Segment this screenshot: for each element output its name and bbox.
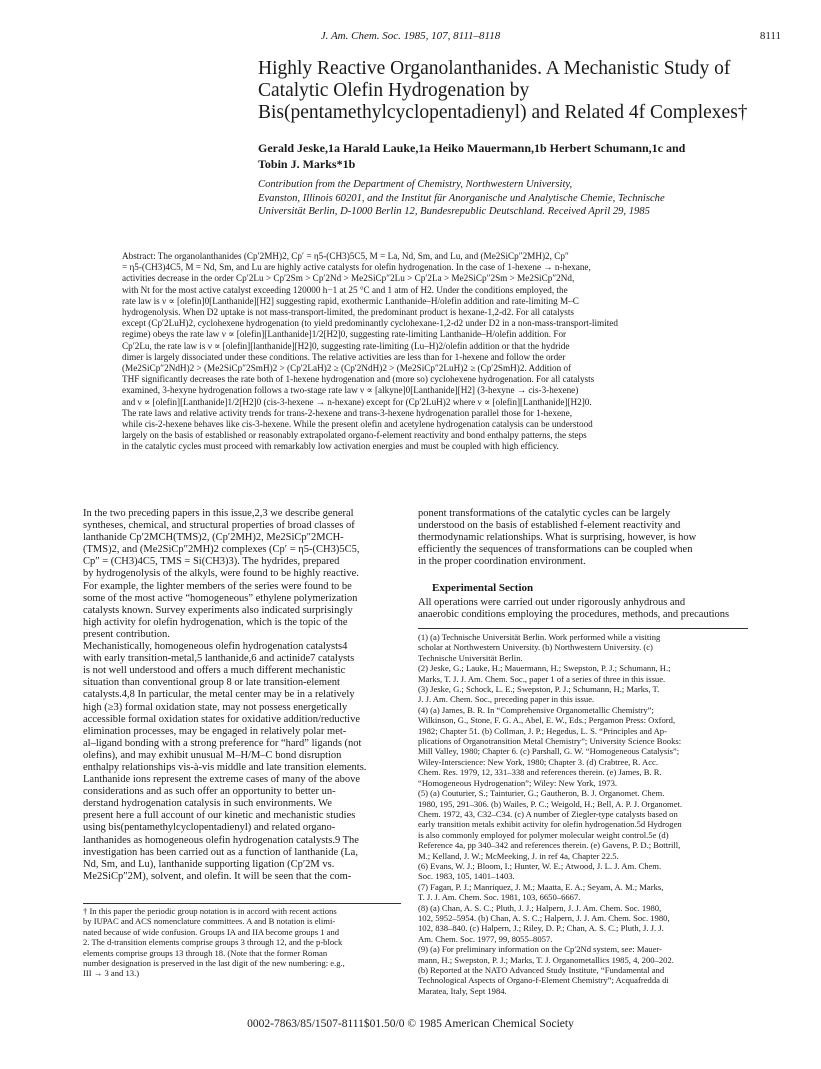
abstract-line: Abstract: The organolanthanides (Cp′2MH)2, Cp′ = η5-(CH3)5C5, M = La, Nd, Sm, and Lu, and (Me2SiCp″2MH)2, Cp″ — [122, 251, 569, 261]
references-list — [418, 632, 748, 996]
author-line: Gerald Jeske,1a Harald Lauke,1a Heiko Mauermann,1b Herbert Schumann,1c and — [258, 141, 686, 155]
experimental-text — [418, 597, 748, 621]
footnote-rule — [83, 903, 401, 904]
reference-line: Mill Valley, 1980; Chapter 6. (c) Parshall, G. W. “Homogeneous Catalysis”; — [418, 746, 680, 757]
reference-line: Technological Aspects of Organo-f-Element Chemistry”; Acquafredda di — [418, 975, 669, 986]
body-text-line: high (≥3) formal oxidation state, may not possess energetically — [83, 701, 348, 713]
footnote-line: 2. The d-transition elements comprise groups 3 through 12, and the p-block — [83, 937, 343, 948]
title-line: Catalytic Olefin Hydrogenation by — [258, 80, 530, 101]
reference-line: Marks, T. J. J. Am. Chem. Soc., paper 1 of a series of three in this issue. — [418, 673, 666, 684]
footnote-left — [83, 906, 401, 979]
body-text-line: efficiently the sequences of transformations can be coupled when — [418, 544, 693, 556]
body-text-line: with early transition-metal,5 lanthanide,6 and actinide7 catalysts — [83, 653, 355, 665]
body-text-line: thermodynamic relationships. What is surprising, however, is how — [418, 532, 697, 544]
abstract-line: with Nt for the most active catalyst exceeding 120000 h−1 at 25 °C and 1 atm of H2. Under the conditions employed, the — [122, 284, 568, 295]
body-text-line: using bis(pentamethylcyclopentadienyl) and related organo- — [83, 822, 336, 834]
body-text-line: (TMS)2, and (Me2SiCp″2MH)2 complexes (Cp′ = η5-(CH3)5C5, — [83, 544, 360, 556]
affiliation — [258, 178, 778, 219]
body-text-line: All operations were carried out under rigorously anhydrous and — [418, 597, 686, 608]
abstract-line: = η5-(CH3)4C5, M = Nd, Sm, and Lu are highly active catalysts for olefin hydrogenation. In the case of 1-hexene → n-hexane, — [122, 262, 591, 273]
reference-line: (3) Jeske, G.; Schock, L. E.; Swepston, P. J.; Schumann, H.; Marks, T. — [418, 684, 660, 695]
reference-line: (b) Reported at the NATO Advanced Study Institute, “Fundamental and — [418, 965, 665, 975]
references-rule — [418, 628, 748, 629]
reference-line: “Homogeneous Hydrogenation”; Wiley: New York, 1973. — [418, 777, 618, 788]
reference-line: mann, H.; Swepston, P. J.; Marks, T. J. Organometallics 1985, 4, 200–202. — [418, 954, 674, 965]
reference-line: scholar at Northwestern University. (b) Northwestern University. (c) — [418, 642, 653, 653]
reference-line: (4) (a) James, B. R. In “Comprehensive Organometallic Chemistry”; — [418, 704, 654, 715]
abstract-line: THF significantly decreases the rate both of 1-hexene hydrogenation and (more so) cyclohexene hydrogenation. For all catalysts — [122, 374, 595, 385]
body-text-line: accessible formal oxidation states for oxidative addition/reductive — [83, 713, 360, 725]
running-head — [0, 30, 821, 46]
body-text-line: catalysts known. Survey experiments also indicated surprisingly — [83, 604, 353, 616]
body-text-line: present contribution. — [83, 628, 170, 640]
body-text-line: olefins), and may exhibit unusual M–H/M–C bond disruption — [83, 749, 342, 761]
body-text-line: present here a full account of our kinetic and mechanistic studies — [83, 810, 356, 822]
footnote-line: elements comprise groups 13 through 18. (Note that the former Roman — [83, 947, 328, 958]
affiliation-line: Evanston, Illinois 60201, and the Institut für Anorganische und Analytische Chemie, Technische — [258, 192, 665, 204]
abstract-line: while cis-2-hexene behaves like cis-3-hexene. While the present olefin and acetylene hydrogenation catalysis can be understood — [122, 419, 593, 430]
reference-line: Soc. 1983, 105, 1401–1403. — [418, 871, 515, 882]
body-text-line: Lanthanide ions represent the extreme cases of many of the above — [83, 774, 360, 786]
copyright-footer: 0002-7863/85/1507-8111$01.50/0 © 1985 American Chemical Society — [247, 1018, 574, 1030]
title-line: Highly Reactive Organolanthanides. A Mechanistic Study of — [258, 58, 731, 79]
reference-line: J. J. Am. Chem. Soc., preceding paper in this issue. — [418, 694, 595, 705]
body-text-line: considerations and as such offer an opportunity to better un- — [83, 786, 336, 798]
journal-citation: J. Am. Chem. Soc. 1985, 107, 8111–8118 — [320, 30, 501, 42]
abstract-line: and ν ∝ [olefin][Lanthanide]1/2[H2]0 (cis-3-hexene → n-hexane) except for (Cp′2LuH)2 where ν ∝ [olefin][Lanthanide][H2]0. — [122, 396, 592, 407]
body-text-line: lanthanide Cp′2MCH(TMS)2, (Cp′2MH)2, Me2SiCp″2MCH- — [83, 532, 344, 544]
reference-line: Am. Chem. Soc. 1977, 99, 8055–8057. — [418, 933, 553, 944]
body-text-line: by hydrogenolysis of the alkyls, were found to be highly reactive. — [83, 568, 359, 580]
abstract-line: largely on the basis of established or reasonably extrapolated organo-f-element reactivity and bond enthalpy patterns, the steps — [122, 430, 587, 441]
reference-line: 102, 838–840. (c) Halpern, J.; Riley, D. P.; Chan, A. S. C.; Pluth, J. J. J. — [418, 923, 664, 934]
body-text-line: In the two preceding papers in this issue,2,3 we describe general — [83, 508, 354, 519]
body-right-column — [418, 508, 748, 568]
body-text-line: understood on the basis of established f-element reactivity and — [418, 520, 681, 532]
reference-line: M.; Kelland, J. W.; McMeeking, J. in ref 4a, Chapter 22.5. — [418, 850, 619, 861]
body-text-line: syntheses, chemical, and structural properties of broad classes of — [83, 520, 355, 532]
body-text-line: Nd, Sm, and Lu), lanthanide supporting ligation (Cp′2M vs. — [83, 858, 335, 870]
abstract-line: (Me2SiCp″2NdH)2 > (Me2SiCp″2SmH)2 > (Cp′2LaH)2 ≥ (Cp′2NdH)2 > (Me2SiCp″2LuH)2 ≥ (Cp′2SmH)2. Addition of — [122, 363, 572, 374]
reference-line: Chem. Res. 1979, 12, 331–338 and references therein. (e) James, B. R. — [418, 767, 662, 778]
body-text-line: Cp″ = (CH3)4C5, TMS = Si(CH3)3). The hydrides, prepared — [83, 556, 340, 568]
reference-line: Chem. 1972, 43, C32–C34. (c) A number of Ziegler-type catalysts based on — [418, 808, 678, 819]
body-text-line: ponent transformations of the catalytic cycles can be largely — [418, 508, 671, 519]
abstract-line: dimer is largely dissociated under these conditions. The relative activities are less than for 1-hexene and follow the order — [122, 351, 566, 362]
reference-line: (7) Fagan, P. J.; Manriquez, J. M.; Maatta, E. A.; Seyam, A. M.; Marks, — [418, 881, 664, 892]
reference-line: Wiley-Interscience: New York, 1980; Chapter 3. (d) Crabtree, R. Acc. — [418, 756, 658, 767]
abstract-line: in the catalytic cycles must proceed with remarkably low activation energies and must be coupled with high efficiency. — [122, 441, 559, 452]
abstract — [122, 251, 762, 453]
reference-line: plications of Organotransition Metal Chemistry”; University Science Books: — [418, 736, 682, 747]
body-text-line: catalysts.4,8 In particular, the metal center may be in a relatively — [83, 689, 355, 701]
body-text-line: situation than conventional group 8 or late transition-element — [83, 677, 340, 689]
body-text-line: some of the most active “homogeneous” ethylene polymerization — [83, 592, 358, 604]
reference-line: Wilkinson, G., Stone, F. G. A., Abel, E. W., Eds.; Pergamon Press: Oxford, — [418, 715, 676, 726]
reference-line: early transition metals exhibit activity for olefin hydrogenation.5d Hydrogen — [418, 819, 682, 830]
abstract-line: regime) obeys the rate law ν ∝ [olefin][Lanthanide]1/2[H2]0, suggesting rate-limiting Lanthanide–H/olefin addition. For — [122, 329, 567, 340]
body-text-line: enthalpy relationships vis-à-vis middle and late transition elements. — [83, 761, 367, 773]
reference-line: (8) (a) Chan, A. S. C.; Pluth, J. J.; Halpern, J. J. Am. Chem. Soc. 1980, — [418, 902, 662, 913]
body-left-column — [83, 508, 401, 883]
reference-line: 1982; Chapter 51. (b) Collman, J. P.; Hegedus, L. S. “Principles and Ap- — [418, 725, 667, 736]
author-list — [258, 140, 778, 172]
footnote-line: number designation is preserved in the last digit of the new numbering: e.g., — [83, 958, 345, 969]
footnote-line: III → 3 and 13.) — [83, 968, 140, 979]
reference-line: 1980, 195, 291–306. (b) Wailes, P. C.; Weigold, H.; Bell, A. P. J. Organomet. — [418, 798, 683, 809]
body-text-line: Mechanistically, homogeneous olefin hydrogenation catalysts4 — [83, 641, 348, 653]
abstract-line: examined, 3-hexyne hydrogenation follows a two-stage rate law ν ∝ [alkyne]0[Lanthanide][H2] (3-hexyne → cis-3-hexene) — [122, 385, 579, 396]
body-text-line: lanthanides as homogeneous olefin hydrogenation catalysts.9 The — [83, 834, 359, 846]
abstract-line: The rate laws and relative activity trends for trans-2-hexene and trans-3-hexene hydrogenation parallel those for 1-hexene, — [122, 407, 572, 418]
reference-line: Technische Universität Berlin. — [418, 652, 523, 663]
reference-line: 102, 5952–5954. (b) Chan, A. S. C.; Halpern, J. J. Am. Chem. Soc. 1980, — [418, 912, 670, 923]
reference-line: is also commonly employed for polymer molecular weight control.5e (d) — [418, 829, 669, 840]
page-number: 8111 — [759, 30, 781, 42]
abstract-line: Cp′2Lu, the rate law is ν ∝ [olefin][lanthanide][H2]0, suggesting rate-limiting (Lu–H)2/olefin addition or that the hydride — [122, 340, 570, 351]
body-text-line: For example, the lighter members of the series were found to be — [83, 580, 352, 592]
abstract-line: hydrogenolysis. When D2 uptake is not mass-transport-limited, the predominant product is hexane-1,2-d2. For all catalysts — [122, 307, 574, 318]
abstract-line: rate law is ν ∝ [olefin]0[Lanthanide][H2] suggesting rapid, exothermic Lanthanide–H/olefin addition and rate-limiting M–C — [122, 295, 579, 306]
affiliation-line: Contribution from the Department of Chemistry, Northwestern University, — [258, 179, 573, 190]
footnote-line: nated because of wide confusion. Groups IA and IIA become groups 1 and — [83, 926, 340, 937]
body-text-line: is not well understood and offers a much different mechanistic — [83, 665, 346, 677]
footnote-line: by IUPAC and ACS nomenclature committees. A and B notation is elimi- — [83, 916, 336, 927]
article-title — [258, 58, 778, 124]
author-line: Tobin J. Marks*1b — [258, 157, 356, 171]
body-text-line: investigation has been carried out as a function of lanthanide (La, — [83, 846, 358, 858]
reference-line: T. J. J. Am. Chem. Soc. 1981, 103, 6650–6667. — [418, 892, 581, 903]
body-text-line: Me2SiCp″2M), solvent, and olefin. It will be seen that the com- — [83, 870, 352, 882]
reference-line: (9) (a) For preliminary information on the Cp′2Nd system, see: Mauer- — [418, 944, 662, 955]
footnote-line: † In this paper the periodic group notation is in accord with recent actions — [83, 906, 337, 916]
body-text-line: al–ligand bonding with a strong preference for “hard” ligands (not — [83, 737, 362, 749]
reference-line: (6) Evans, W. J.; Bloom, I.; Hunter, W. E.; Atwood, J. L. J. Am. Chem. — [418, 860, 662, 871]
reference-line: (5) (a) Couturier, S.; Tainturier, G.; Gautheron, B. J. Organomet. Chem. — [418, 788, 665, 799]
title-line: Bis(pentamethylcyclopentadienyl) and Related 4f Complexes† — [258, 102, 748, 123]
reference-line: (2) Jeske, G.; Lauke, H.; Mauermann, H.; Swepston, P. J.; Schumann, H.; — [418, 663, 671, 674]
section-heading: Experimental Section — [432, 582, 534, 594]
abstract-line: activities decrease in the order Cp′2Lu > Cp′2Sm > Cp′2Nd > Me2SiCp″2Lu > Cp′2La > Me2SiCp″2Sm > Me2SiCp″2Nd, — [122, 273, 575, 284]
body-text-line: in the proper coordination environment. — [418, 556, 586, 568]
reference-line: Maratea, Italy, Sept 1984. — [418, 985, 507, 996]
body-text-line: high activity for olefin hydrogenation, which is the topic of the — [83, 616, 348, 628]
body-text-line: elimination processes, may be engaged in relatively polar met- — [83, 725, 347, 737]
reference-line: (1) (a) Technische Universität Berlin. Work performed while a visiting — [418, 632, 661, 642]
abstract-line: except (Cp′2LuH)2, cyclohexene hydrogenation (to yield predominantly cyclohexane-1,2-d2 under D2 in a non-mass-transport-limited — [122, 318, 618, 329]
body-text-line: derstand hydrogenation catalysis in such environments. We — [83, 798, 332, 810]
body-text-line: anaerobic conditions employing the procedures, methods, and precautions — [418, 609, 730, 621]
reference-line: Reference 4a, pp 340–342 and references therein. (e) Gavens, P. D.; Bottrill, — [418, 840, 681, 851]
affiliation-line: Universität Berlin, D-1000 Berlin 12, Bundesrepublic Deutschland. Received April 29, 1985 — [258, 206, 650, 217]
